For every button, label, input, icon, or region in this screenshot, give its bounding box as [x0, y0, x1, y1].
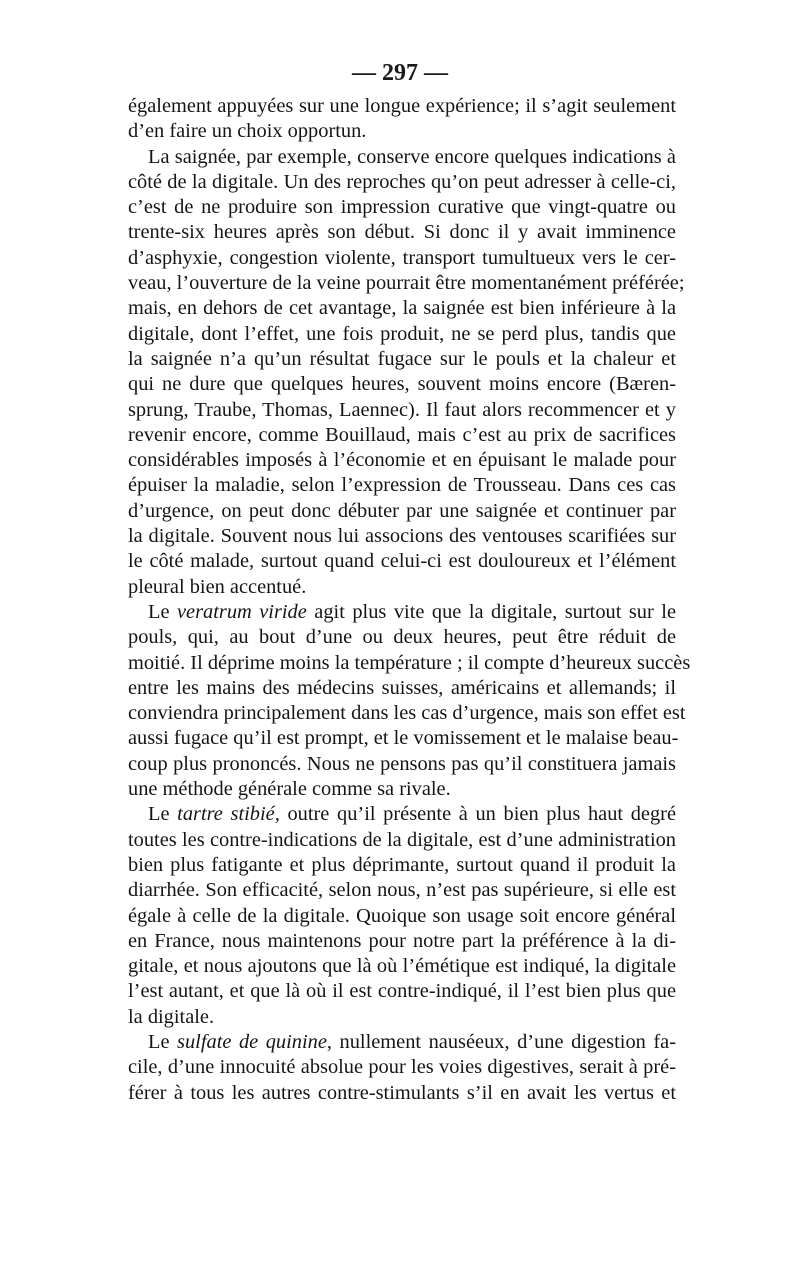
text-segment: c’est de ne produire son impression curative que vingt-quatre ou: [128, 196, 676, 219]
text-segment: coup plus prononcés. Nous ne pensons pas qu’il constituera jamais: [128, 752, 676, 775]
text-line: [128, 549, 676, 574]
text-segment: diarrhée. Son efficacité, selon nous, n’est pas supérieure, si elle est: [128, 879, 676, 902]
page-number: — 297 —: [352, 60, 448, 86]
text-line: [128, 372, 676, 397]
text-line: [128, 575, 676, 600]
text-segment: Le: [148, 600, 177, 623]
text-line: [128, 246, 676, 271]
text-segment: qui ne dure que quelques heures, souvent moins encore (Bæren-: [128, 373, 676, 396]
text-line: [128, 322, 676, 347]
text-segment: pleural bien accentué.: [128, 575, 307, 598]
text-line: [128, 676, 676, 701]
text-segment: moitié. Il déprime moins la température ; il compte d’heureux succès: [128, 651, 691, 674]
text-segment: férer à tous les autres contre-stimulants s’il en avait les vertus et: [128, 1081, 676, 1104]
text-line: [128, 600, 676, 625]
text-segment: trente-six heures après son début. Si donc il y avait imminence: [128, 221, 676, 244]
text-segment: bien plus fatigante et plus déprimante, surtout quand il produit la: [128, 853, 676, 876]
text-segment: d’asphyxie, congestion violente, transport tumultueux vers le cer-: [128, 246, 676, 269]
text-line: [128, 752, 676, 777]
text-line: [128, 347, 676, 372]
text-segment: également appuyées sur une longue expérience; il s’agit seulement: [128, 95, 676, 117]
text-segment: le côté malade, surtout quand celui-ci est douloureux et l’élément: [128, 550, 676, 573]
text-segment: épuiser la maladie, selon l’expression de Trousseau. Dans ces cas: [128, 474, 676, 497]
text-line: [128, 701, 686, 726]
italic-term: sulfate de quinine: [177, 1030, 327, 1053]
text-segment: aussi fugace qu’il est prompt, et le vomissement et le malaise beau-: [128, 727, 679, 750]
text-segment: d’urgence, on peut donc débuter par une saignée et continuer par: [128, 499, 676, 522]
text-segment: cile, d’une innocuité absolue pour les voies digestives, serait à pré-: [128, 1056, 676, 1079]
text-line: [128, 828, 676, 853]
text-line: [128, 802, 676, 827]
text-line: [128, 423, 676, 448]
text-segment: sprung, Traube, Thomas, Laennec). Il faut alors recommencer et y: [128, 398, 676, 421]
text-segment: la saignée n’a qu’un résultat fugace sur le pouls et la chaleur et: [128, 347, 676, 370]
text-line: [128, 1030, 676, 1055]
text-segment: mais, en dehors de cet avantage, la saignée est bien inférieure à la: [128, 297, 676, 320]
text-segment: Le: [148, 1030, 178, 1053]
text-line: [128, 1005, 676, 1030]
text-segment: la digitale.: [128, 1005, 215, 1028]
text-line: [128, 904, 676, 929]
text-line: [128, 119, 676, 144]
text-segment: digitale, dont l’effet, une fois produit, ne se perd plus, tandis que: [128, 322, 676, 345]
text-line: [128, 1055, 676, 1080]
text-line: [128, 726, 679, 751]
text-segment: gitale, et nous ajoutons que là où l’émétique est indiqué, la digitale: [128, 955, 676, 978]
text-line: [128, 170, 676, 195]
text-line: [128, 473, 676, 498]
text-segment: la digitale. Souvent nous lui associons des ventouses scarifiées sur: [128, 525, 676, 548]
text-segment: considérables imposés à l’économie et en épuisant le malade pour: [128, 449, 676, 472]
text-segment: une méthode générale comme sa rivale.: [128, 778, 451, 801]
text-segment: veau, l’ouverture de la veine pourrait être momentanément préférée;: [128, 272, 685, 295]
text-line: [128, 853, 676, 878]
text-segment: entre les mains des médecins suisses, américains et allemands; il: [128, 676, 676, 699]
text-segment: côté de la digitale. Un des reproches qu’on peut adresser à celle-ci,: [128, 170, 676, 193]
text-line: [128, 524, 676, 549]
text-line: [128, 499, 676, 524]
body-text: [128, 94, 691, 1106]
text-segment: , nullement nauséeux, d’une digestion fa-: [326, 1030, 676, 1053]
text-segment: Le: [148, 803, 178, 826]
text-line: [128, 777, 676, 802]
text-segment: d’en faire un choix opportun.: [128, 120, 367, 143]
text-line: [128, 954, 676, 979]
text-segment: outre qu’il présente à un bien plus haut degré: [279, 803, 676, 826]
text-segment: conviendra principalement dans les cas d’urgence, mais son effet est: [128, 702, 686, 725]
text-line: [128, 625, 676, 650]
text-line: [128, 979, 676, 1004]
text-segment: en France, nous maintenons pour notre part la préférence à la di-: [128, 929, 676, 952]
text-segment: pouls, qui, au bout d’une ou deux heures, peut être réduit de: [128, 626, 676, 649]
text-line: [128, 220, 676, 245]
text-segment: agit plus vite que la digitale, surtout sur le: [306, 600, 676, 623]
text-line: [128, 271, 685, 296]
italic-term: tartre stibié,: [177, 803, 280, 826]
text-segment: La saignée, par exemple, conserve encore quelques indications à: [148, 145, 676, 168]
text-segment: toutes les contre-indications de la digitale, est d’une administration: [128, 828, 676, 851]
text-line: [128, 1081, 676, 1106]
text-segment: l’est autant, et que là où il est contre-indiqué, il l’est bien plus que: [128, 980, 676, 1003]
text-line: [128, 651, 691, 676]
text-line: [128, 878, 676, 903]
text-line: [128, 296, 676, 321]
text-line: [128, 929, 676, 954]
text-line: [128, 398, 676, 423]
text-segment: égale à celle de la digitale. Quoique son usage soit encore général: [128, 904, 676, 927]
text-line: [128, 195, 676, 220]
text-line: [128, 448, 676, 473]
italic-term: veratrum viride: [177, 600, 307, 623]
text-line: [128, 94, 676, 119]
text-segment: revenir encore, comme Bouillaud, mais c’est au prix de sacrifices: [128, 423, 676, 446]
text-line: [128, 145, 676, 170]
